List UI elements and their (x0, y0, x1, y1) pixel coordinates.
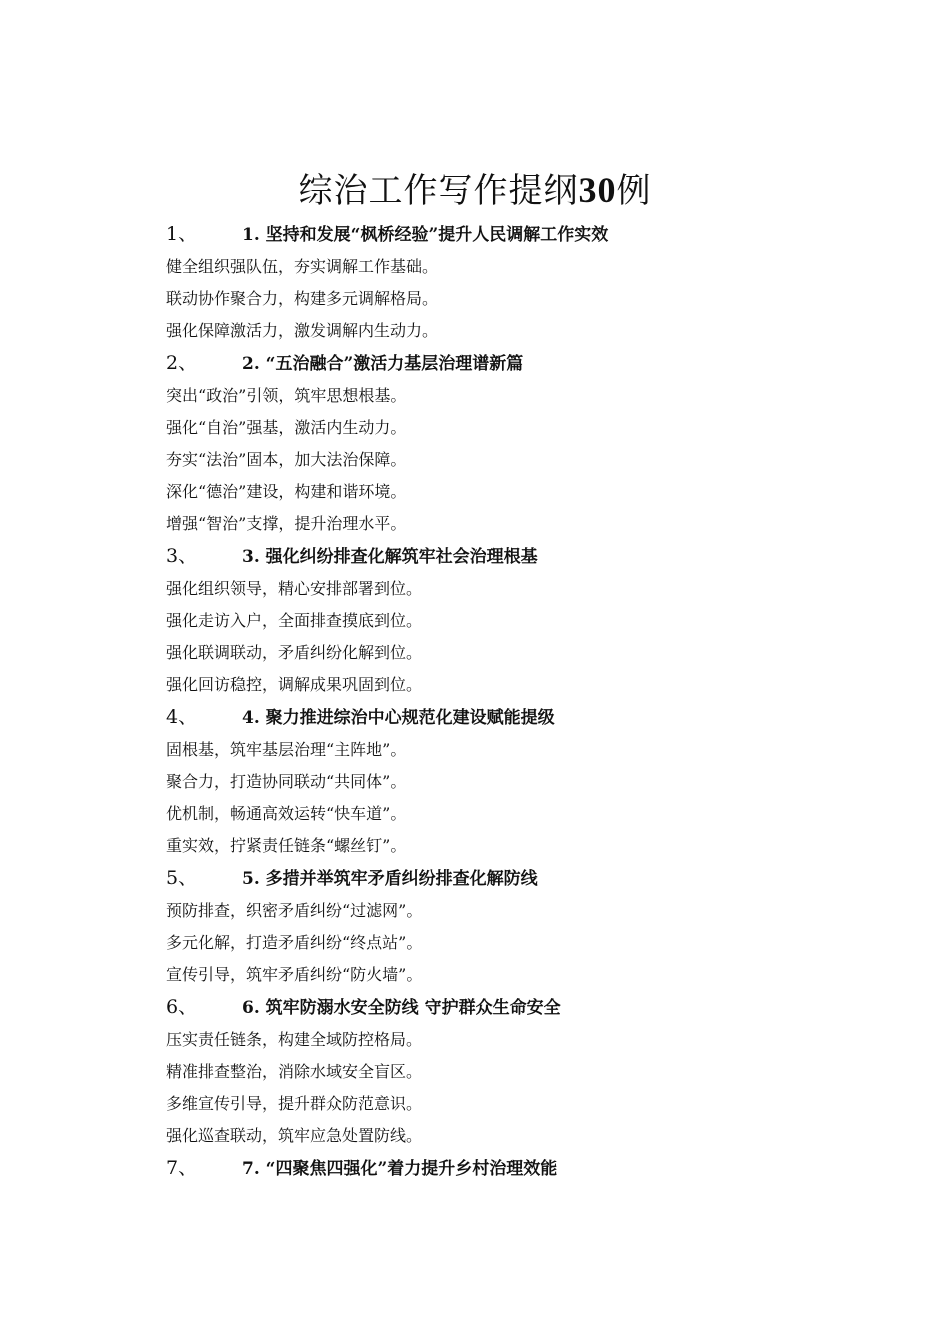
title-number: 30 (578, 170, 617, 210)
outline-item: 强化巡查联动，筑牢应急处置防线。 (166, 1126, 423, 1145)
section-index: 2、 (166, 352, 198, 374)
section-title: 4. 聚力推进综治中心规范化建设赋能提级 (242, 708, 555, 728)
section-title: 3. 强化纠纷排查化解筑牢社会治理根基 (242, 547, 538, 567)
outline-item: 夯实“法治”固本，加大法治保障。 (166, 450, 407, 469)
outline-item: 强化回访稳控，调解成果巩固到位。 (166, 675, 423, 694)
outline-item: 联动协作聚合力，构建多元调解格局。 (166, 289, 439, 308)
title-suffix: 例 (616, 171, 652, 211)
section-title: 2. “五治融合”激活力基层治理谱新篇 (242, 354, 524, 374)
outline-content (166, 218, 886, 1185)
outline-item: 强化联调联动，矛盾纠纷化解到位。 (166, 643, 423, 662)
section-index: 1、 (166, 223, 198, 245)
section-heading (166, 218, 886, 251)
outline-item: 精准排查整治，消除水域安全盲区。 (166, 1062, 423, 1081)
outline-item: 优机制，畅通高效运转“快车道”。 (166, 804, 407, 823)
section-heading (166, 540, 886, 573)
outline-item: 强化“自治”强基，激活内生动力。 (166, 418, 407, 437)
outline-item: 聚合力，打造协同联动“共同体”。 (166, 772, 407, 791)
section-heading (166, 862, 886, 895)
section-heading (166, 991, 886, 1024)
section-index: 3、 (166, 545, 198, 567)
document-title (0, 166, 950, 214)
section-index: 7、 (166, 1157, 198, 1179)
outline-item: 多元化解，打造矛盾纠纷“终点站”。 (166, 933, 423, 952)
section-heading (166, 1152, 886, 1185)
outline-item: 强化保障激活力，激发调解内生动力。 (166, 321, 439, 340)
outline-item: 强化组织领导，精心安排部署到位。 (166, 579, 423, 598)
section-title: 1. 坚持和发展“枫桥经验”提升人民调解工作实效 (242, 225, 609, 245)
section-index: 6、 (166, 996, 198, 1018)
outline-item: 宣传引导，筑牢矛盾纠纷“防火墙”。 (166, 965, 423, 984)
outline-item: 深化“德治”建设，构建和谐环境。 (166, 482, 407, 501)
outline-item: 固根基，筑牢基层治理“主阵地”。 (166, 740, 407, 759)
section-title: 6. 筑牢防溺水安全防线 守护群众生命安全 (242, 998, 561, 1018)
outline-item: 预防排查，织密矛盾纠纷“过滤网”。 (166, 901, 423, 920)
outline-item: 重实效，拧紧责任链条“螺丝钉”。 (166, 836, 407, 855)
outline-item: 健全组织强队伍，夯实调解工作基础。 (166, 257, 439, 276)
outline-item: 增强“智治”支撑，提升治理水平。 (166, 514, 407, 533)
section-title: 5. 多措并举筑牢矛盾纠纷排查化解防线 (242, 869, 538, 889)
outline-item: 突出“政治”引领，筑牢思想根基。 (166, 386, 407, 405)
outline-item: 压实责任链条，构建全域防控格局。 (166, 1030, 423, 1049)
section-index: 5、 (166, 867, 198, 889)
outline-item: 多维宣传引导，提升群众防范意识。 (166, 1094, 423, 1113)
title-prefix: 综治工作写作提纲 (298, 171, 579, 211)
section-index: 4、 (166, 706, 198, 728)
section-heading (166, 701, 886, 734)
outline-item: 强化走访入户，全面排查摸底到位。 (166, 611, 423, 630)
section-heading (166, 347, 886, 380)
section-title: 7. “四聚焦四强化”着力提升乡村治理效能 (242, 1159, 558, 1179)
